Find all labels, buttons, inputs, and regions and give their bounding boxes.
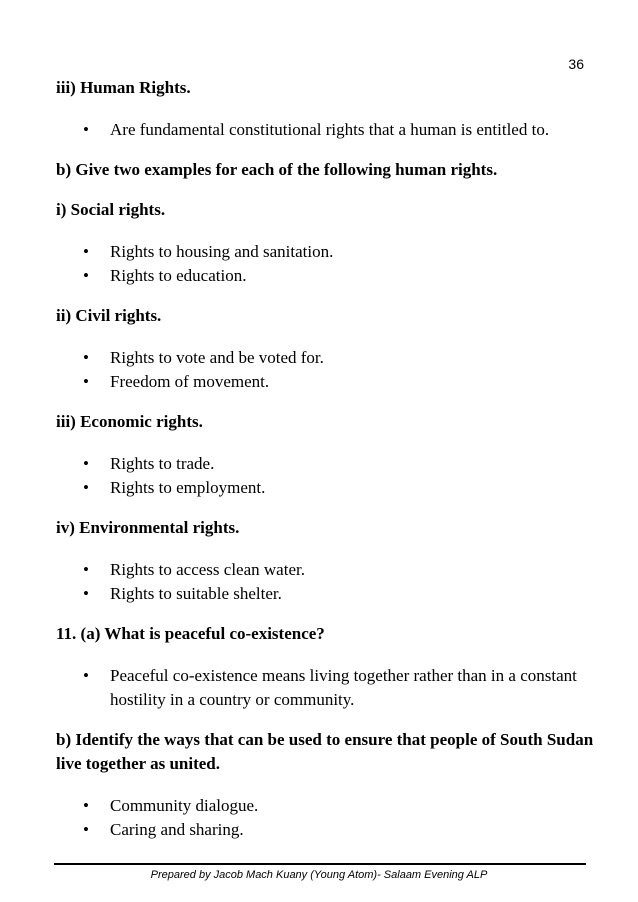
- list-item: • Rights to housing and sanitation.: [56, 240, 596, 264]
- list-item: • Community dialogue.: [56, 794, 596, 818]
- list-item: • Caring and sharing.: [56, 818, 596, 842]
- list-item: • Rights to employment.: [56, 476, 596, 500]
- list-item: • Rights to education.: [56, 264, 596, 288]
- list-item: • Rights to access clean water.: [56, 558, 596, 582]
- bullet-list-social-rights: [56, 240, 596, 288]
- list-item: • Rights to vote and be voted for.: [56, 346, 596, 370]
- list-item: • Rights to trade.: [56, 452, 596, 476]
- bullet-list-human-rights: [56, 118, 596, 142]
- document-body: [56, 76, 596, 842]
- bullet-list-unity-ways: [56, 794, 596, 842]
- section-heading-question-b: b) Give two examples for each of the following human rights.: [56, 160, 498, 179]
- page-footer: Prepared by Jacob Mach Kuany (Young Atom)- Salaam Evening ALP: [150, 869, 488, 881]
- bullet-list-environmental-rights: [56, 558, 596, 606]
- bullet-list-civil-rights: [56, 346, 596, 394]
- section-heading-peaceful-coexistence: 11. (a) What is peaceful co-existence?: [56, 624, 325, 643]
- section-heading-environmental-rights: iv) Environmental rights.: [56, 518, 240, 537]
- section-heading-civil-rights: ii) Civil rights.: [56, 306, 162, 325]
- bullet-list-peaceful-coexistence: [56, 664, 596, 712]
- section-heading-human-rights: iii) Human Rights.: [56, 78, 191, 97]
- list-item: • Rights to suitable shelter.: [56, 582, 596, 606]
- page-number: 36: [568, 56, 584, 72]
- footer-divider: [54, 863, 586, 865]
- list-item: • Are fundamental constitutional rights that a human is entitled to.: [56, 118, 596, 142]
- list-item: • Freedom of movement.: [56, 370, 596, 394]
- section-heading-economic-rights: iii) Economic rights.: [56, 412, 203, 431]
- list-item: • Peaceful co-existence means living together rather than in a constant hostility in a country or community.: [56, 664, 596, 712]
- section-heading-unity-ways: b) Identify the ways that can be used to ensure that people of South Sudan live together as united.: [56, 730, 594, 773]
- bullet-list-economic-rights: [56, 452, 596, 500]
- section-heading-social-rights: i) Social rights.: [56, 200, 166, 219]
